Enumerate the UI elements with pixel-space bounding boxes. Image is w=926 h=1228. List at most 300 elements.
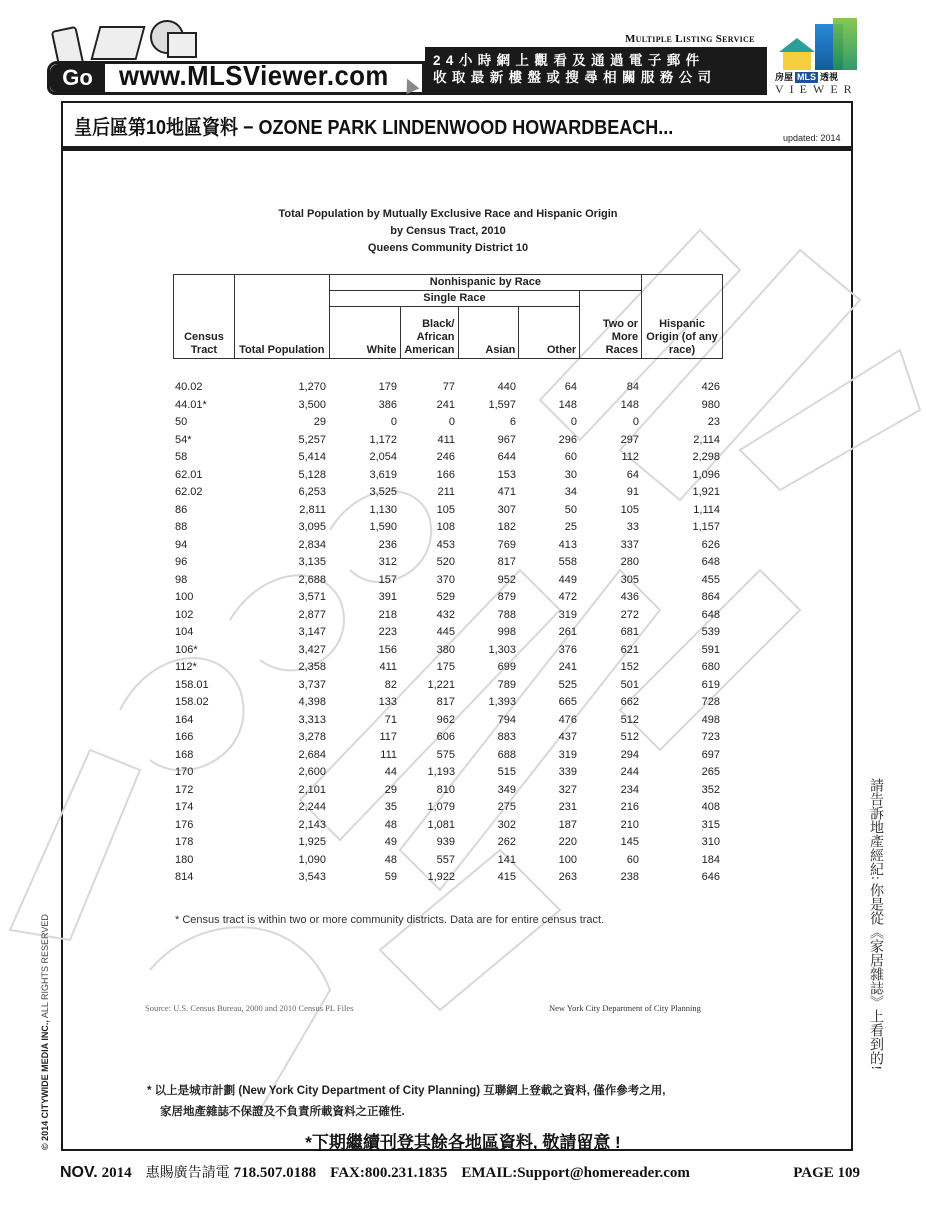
- cell-two-or-more: 436: [620, 591, 639, 603]
- building-icon-2: [833, 18, 857, 70]
- cell-asian: 794: [497, 713, 516, 726]
- cell-black: 939: [436, 836, 455, 848]
- cell-census-tract: 174: [175, 801, 194, 813]
- vertical-tagline: 請告訴地產經紀: 你是從《家居雜誌》上看到的!: [868, 778, 883, 1071]
- cell-total: 3,737: [298, 678, 326, 691]
- cell-white: 157: [378, 573, 397, 586]
- cell-asian: 153: [497, 468, 516, 481]
- cell-total: 1,925: [298, 836, 326, 848]
- cell-census-tract: 98: [175, 573, 188, 586]
- cell-total: 2,358: [298, 661, 326, 673]
- cell-census-tract: 164: [175, 713, 194, 726]
- cell-asian: 471: [497, 486, 516, 498]
- cell-census-tract: 176: [175, 818, 194, 831]
- cell-asian: 307: [497, 503, 516, 516]
- cell-other: 476: [558, 713, 577, 726]
- cell-hispanic: 315: [701, 818, 720, 831]
- cell-black: 411: [437, 433, 455, 446]
- cell-total: 6,253: [298, 486, 326, 498]
- cell-black: 0: [448, 416, 455, 428]
- cell-hispanic: 352: [701, 783, 720, 796]
- footer-fax: FAX:800.231.1835: [330, 1165, 448, 1181]
- header-total-population: Total Population: [234, 275, 329, 359]
- cell-other: 261: [558, 626, 577, 638]
- go-label: Go: [50, 64, 105, 92]
- cell-black: 166: [436, 468, 455, 481]
- cell-asian: 879: [497, 591, 516, 603]
- cell-total: 2,143: [298, 818, 326, 831]
- cell-asian: 699: [497, 661, 516, 673]
- table-row: [173, 589, 723, 607]
- header-single-race: Single Race: [329, 291, 580, 307]
- disclaimer-line-2: 家居地產雜誌不保證及不負責所載資料之正確性.: [160, 1106, 405, 1118]
- cell-two-or-more: 210: [620, 818, 639, 831]
- cell-total: 3,500: [298, 398, 326, 411]
- cell-census-tract: 50: [175, 416, 188, 428]
- cell-two-or-more: 0: [632, 416, 639, 428]
- report-title-line-1: Total Population by Mutually Exclusive Race and Hispanic Origin: [278, 208, 618, 220]
- disclaimer-line-1: * 以上是城市計劃 (New York City Department of City Planning) 互聯網上登載之資料, 僅作參考之用,: [147, 1085, 666, 1097]
- cell-hispanic: 310: [701, 836, 720, 848]
- cell-asian: 788: [497, 608, 516, 621]
- cell-two-or-more: 238: [620, 871, 639, 883]
- cell-black: 557: [436, 853, 455, 866]
- cell-white: 59: [384, 871, 397, 883]
- cell-white: 0: [390, 416, 397, 428]
- cell-census-tract: 86: [175, 503, 188, 516]
- cell-other: 437: [558, 731, 577, 743]
- cell-census-tract: 106*: [175, 643, 198, 656]
- mls-viewer-logo: [775, 18, 863, 96]
- cell-other: 327: [558, 783, 577, 796]
- cell-black: 432: [436, 608, 455, 621]
- cell-other: 472: [558, 591, 577, 603]
- table-row: [173, 677, 723, 695]
- cell-hispanic: 646: [701, 871, 720, 883]
- cell-asian: 688: [497, 748, 516, 761]
- cell-census-tract: 54*: [175, 433, 192, 446]
- cell-census-tract: 814: [175, 871, 194, 883]
- table-row: [173, 729, 723, 747]
- cell-white: 48: [384, 853, 397, 866]
- cell-black: 380: [436, 643, 455, 656]
- cell-hispanic: 723: [701, 731, 720, 743]
- header-asian: Asian: [458, 307, 519, 359]
- cell-other: 187: [558, 818, 577, 831]
- cell-total: 2,688: [298, 573, 326, 586]
- cell-other: 64: [564, 381, 577, 393]
- cell-two-or-more: 662: [620, 696, 639, 708]
- cell-black: 77: [442, 381, 455, 393]
- table-row: [173, 852, 723, 870]
- cell-black: 370: [436, 573, 455, 586]
- next-issue-notice: *下期繼續刊登其餘各地區資料, 敬請留意 !: [305, 1133, 621, 1152]
- cell-asian: 302: [497, 818, 516, 831]
- laptop-icon: [90, 26, 145, 60]
- cell-census-tract: 166: [175, 731, 194, 743]
- cell-hispanic: 1,157: [692, 521, 720, 533]
- footnote: * Census tract is within two or more community districts. Data are for entire census tract.: [175, 914, 605, 926]
- cell-other: 339: [558, 766, 577, 778]
- cell-white: 117: [379, 731, 397, 743]
- table-row: [173, 642, 723, 660]
- table-row: [173, 502, 723, 520]
- cell-black: 520: [436, 556, 455, 568]
- cell-total: 5,128: [298, 468, 326, 481]
- cell-hispanic: 408: [701, 801, 720, 813]
- cell-two-or-more: 297: [620, 433, 639, 446]
- title-divider: [61, 146, 853, 151]
- cell-other: 319: [558, 608, 577, 621]
- header-hispanic: Hispanic Origin (of any race): [642, 275, 723, 359]
- header-census-tract: Census Tract: [174, 275, 235, 359]
- table-row: [173, 449, 723, 467]
- mls-service-label: Multiple Listing Service: [625, 33, 755, 45]
- cell-white: 71: [384, 713, 397, 726]
- cell-two-or-more: 621: [620, 643, 639, 656]
- cell-asian: 141: [497, 853, 516, 866]
- cell-hispanic: 864: [701, 591, 720, 603]
- cell-asian: 883: [497, 731, 516, 743]
- devices-illustration: [55, 18, 215, 62]
- cell-total: 2,600: [298, 766, 326, 778]
- cell-total: 2,811: [299, 503, 326, 516]
- cell-asian: 998: [497, 626, 516, 638]
- cell-white: 236: [378, 538, 397, 551]
- cell-census-tract: 104: [175, 626, 194, 638]
- cell-white: 386: [378, 398, 397, 411]
- cell-other: 296: [558, 433, 577, 446]
- cell-asian: 1,393: [488, 696, 516, 708]
- cell-white: 48: [384, 818, 397, 831]
- table-row: [173, 379, 723, 397]
- cell-hispanic: 619: [701, 678, 720, 691]
- cell-census-tract: 102: [175, 608, 194, 621]
- cell-asian: 262: [497, 836, 516, 848]
- table-row: [173, 519, 723, 537]
- footer-email[interactable]: EMAIL:Support@homereader.com: [461, 1165, 690, 1181]
- cell-hispanic: 680: [701, 661, 720, 673]
- cell-asian: 952: [497, 573, 516, 586]
- cell-white: 35: [384, 801, 397, 813]
- cell-total: 5,414: [298, 451, 326, 463]
- cell-other: 34: [564, 486, 577, 498]
- cell-total: 5,257: [298, 433, 326, 446]
- cell-census-tract: 158.02: [175, 696, 209, 708]
- promo-box: [425, 47, 767, 95]
- cell-asian: 817: [497, 556, 516, 568]
- cell-other: 558: [558, 556, 577, 568]
- cell-white: 391: [378, 591, 397, 603]
- cell-other: 413: [558, 538, 577, 551]
- cell-white: 2,054: [369, 451, 397, 463]
- cell-asian: 1,597: [488, 398, 516, 411]
- cell-other: 30: [564, 468, 577, 481]
- header-white: White: [329, 307, 400, 359]
- logo-mid: MLS: [797, 72, 817, 82]
- house-icon: [779, 38, 815, 52]
- cell-two-or-more: 84: [626, 381, 639, 393]
- cell-total: 3,095: [298, 521, 326, 533]
- cell-hispanic: 184: [701, 853, 720, 866]
- cell-black: 1,922: [427, 871, 455, 883]
- table-row: [173, 537, 723, 555]
- page-footer: [60, 1162, 860, 1182]
- copyright-rest: ALL RIGHTS RESERVED: [40, 914, 50, 1021]
- cell-other: 449: [558, 573, 577, 586]
- cell-total: 2,101: [298, 783, 326, 796]
- tablet-icon: [167, 32, 197, 58]
- cell-other: 665: [558, 696, 577, 708]
- cell-two-or-more: 337: [620, 538, 639, 551]
- cell-other: 220: [558, 836, 577, 848]
- cell-white: 111: [380, 748, 397, 761]
- cell-asian: 789: [497, 678, 516, 691]
- cell-other: 0: [570, 416, 577, 428]
- cell-white: 156: [378, 643, 397, 656]
- header-black: Black/ African American: [400, 307, 458, 359]
- house-body: [783, 52, 811, 70]
- cell-black: 1,221: [427, 678, 455, 691]
- table-row: [173, 869, 723, 887]
- cell-asian: 440: [497, 381, 516, 393]
- cell-black: 211: [437, 486, 455, 498]
- cell-hispanic: 1,921: [692, 486, 720, 498]
- cell-white: 312: [378, 556, 397, 568]
- cell-black: 246: [436, 451, 455, 463]
- table-row: [173, 397, 723, 415]
- site-url-link[interactable]: www.MLSViewer.com: [119, 60, 389, 91]
- cell-total: 3,135: [298, 556, 326, 568]
- cell-white: 29: [384, 783, 397, 796]
- footer-phone: 718.507.0188: [233, 1165, 317, 1181]
- cell-hispanic: 498: [701, 713, 720, 726]
- cell-black: 529: [436, 591, 455, 603]
- cell-two-or-more: 91: [626, 486, 639, 498]
- cell-asian: 515: [497, 766, 516, 778]
- cell-census-tract: 178: [175, 836, 194, 848]
- cell-hispanic: 648: [701, 608, 720, 621]
- cell-two-or-more: 244: [620, 766, 639, 778]
- cell-white: 1,590: [369, 521, 397, 533]
- cell-census-tract: 40.02: [175, 381, 203, 393]
- header-other: Other: [519, 307, 580, 359]
- cell-asian: 1,303: [488, 643, 516, 656]
- cell-white: 218: [378, 608, 397, 621]
- cell-two-or-more: 145: [620, 836, 639, 848]
- cell-asian: 182: [497, 521, 516, 533]
- cell-other: 525: [558, 678, 577, 691]
- footer-ad-label: 惠賜廣告請電: [145, 1164, 230, 1180]
- cell-two-or-more: 105: [620, 503, 639, 516]
- table-row: [173, 799, 723, 817]
- cell-asian: 644: [497, 451, 516, 463]
- cell-total: 3,427: [298, 643, 326, 656]
- cell-two-or-more: 234: [620, 783, 639, 796]
- cell-other: 263: [558, 871, 577, 883]
- cell-white: 223: [378, 626, 397, 638]
- cell-hispanic: 2,298: [692, 451, 720, 463]
- cell-other: 231: [558, 801, 577, 813]
- table-row: [173, 747, 723, 765]
- cell-asian: 769: [497, 538, 516, 551]
- cell-census-tract: 170: [175, 766, 194, 778]
- cell-two-or-more: 294: [620, 748, 639, 761]
- footer-year: 2014: [101, 1165, 132, 1181]
- cell-hispanic: 455: [701, 573, 720, 586]
- footer-page-number: PAGE 109: [793, 1165, 860, 1181]
- cell-asian: 349: [497, 783, 516, 796]
- cell-census-tract: 112*: [175, 661, 197, 673]
- agency-note: New York City Department of City Planning: [549, 1003, 701, 1013]
- cell-hispanic: 2,114: [693, 433, 720, 446]
- cell-black: 445: [436, 626, 455, 638]
- cell-two-or-more: 681: [620, 626, 639, 638]
- cell-white: 1,172: [369, 433, 397, 446]
- cell-two-or-more: 64: [626, 468, 639, 481]
- cell-two-or-more: 280: [620, 556, 639, 568]
- cell-census-tract: 58: [175, 451, 188, 463]
- table-row: [173, 607, 723, 625]
- cell-hispanic: 591: [701, 643, 720, 656]
- table-row: [173, 817, 723, 835]
- cell-census-tract: 88: [175, 521, 188, 533]
- table-row: [173, 572, 723, 590]
- updated-label: updated: 2014: [783, 133, 841, 143]
- table-row: [173, 414, 723, 432]
- cell-white: 133: [378, 696, 397, 708]
- cell-asian: 415: [497, 871, 516, 883]
- cell-other: 376: [558, 643, 577, 656]
- cell-two-or-more: 305: [620, 573, 639, 586]
- logo-right: 透視: [820, 72, 839, 82]
- cell-two-or-more: 148: [620, 398, 639, 411]
- table-row: [173, 467, 723, 485]
- cell-white: 3,525: [369, 486, 397, 498]
- cell-hispanic: 265: [701, 766, 720, 778]
- cell-asian: 6: [509, 416, 516, 428]
- logo-left: 房屋: [775, 72, 794, 82]
- promo-line-2: 收取最新樓盤或搜尋相關服務公司: [433, 70, 717, 85]
- copyright-bold: © 2014 CITYWIDE MEDIA INC.,: [40, 1020, 50, 1150]
- cell-two-or-more: 216: [620, 801, 639, 813]
- cell-two-or-more: 512: [620, 731, 639, 743]
- table-row: [173, 554, 723, 572]
- cell-total: 2,877: [298, 608, 326, 621]
- cell-census-tract: 100: [175, 591, 194, 603]
- cell-total: 3,543: [298, 871, 326, 883]
- table-row: [173, 834, 723, 852]
- cell-census-tract: 158.01: [175, 678, 209, 691]
- table-row: [173, 432, 723, 450]
- table-row: [173, 764, 723, 782]
- cell-hispanic: 1,096: [692, 468, 720, 481]
- cell-census-tract: 44.01*: [175, 398, 207, 411]
- cell-total: 3,147: [298, 626, 326, 638]
- cell-other: 25: [564, 521, 577, 533]
- cell-census-tract: 172: [175, 783, 194, 796]
- cell-other: 241: [558, 661, 577, 673]
- cell-census-tract: 62.02: [175, 486, 203, 498]
- cell-total: 1,270: [298, 381, 326, 393]
- cell-black: 175: [436, 661, 455, 673]
- cell-other: 100: [558, 853, 577, 866]
- cell-total: 3,278: [298, 731, 326, 743]
- cell-other: 50: [564, 503, 577, 516]
- cell-black: 453: [436, 538, 455, 551]
- census-table-header: [173, 274, 723, 359]
- table-row: [173, 694, 723, 712]
- cell-white: 411: [379, 661, 397, 673]
- cell-hispanic: 697: [701, 748, 720, 761]
- cell-census-tract: 94: [175, 538, 188, 551]
- table-row: [173, 712, 723, 730]
- cell-total: 2,244: [298, 801, 326, 813]
- cell-black: 606: [436, 731, 455, 743]
- cell-white: 1,130: [369, 503, 397, 516]
- cell-white: 179: [378, 381, 397, 393]
- cell-hispanic: 648: [701, 556, 720, 568]
- census-table-body: [173, 379, 723, 887]
- table-row: [173, 484, 723, 502]
- cell-total: 1,090: [298, 853, 326, 866]
- cell-black: 105: [436, 503, 455, 516]
- cell-white: 49: [384, 836, 397, 848]
- cell-black: 241: [436, 398, 455, 411]
- cell-hispanic: 980: [701, 398, 720, 411]
- cell-hispanic: 539: [701, 626, 720, 638]
- cell-two-or-more: 272: [620, 608, 639, 621]
- cell-black: 810: [436, 783, 455, 796]
- cell-census-tract: 96: [175, 556, 188, 568]
- report-title-line-3: Queens Community District 10: [367, 242, 529, 254]
- cell-total: 3,313: [298, 713, 326, 726]
- cell-total: 3,571: [298, 591, 326, 603]
- cell-other: 319: [558, 748, 577, 761]
- cell-two-or-more: 501: [620, 678, 639, 691]
- cell-census-tract: 62.01: [175, 468, 203, 481]
- cell-two-or-more: 512: [620, 713, 639, 726]
- cell-total: 29: [313, 416, 326, 428]
- cell-total: 2,684: [298, 748, 326, 761]
- cell-two-or-more: 112: [621, 451, 639, 463]
- table-row: [173, 782, 723, 800]
- cell-two-or-more: 33: [626, 521, 639, 533]
- header-two-or-more: Two or More Races: [580, 291, 642, 359]
- report-title-line-2: by Census Tract, 2010: [390, 225, 506, 237]
- cell-two-or-more: 152: [620, 661, 639, 673]
- cell-black: 1,193: [427, 766, 455, 778]
- cell-black: 575: [436, 748, 455, 761]
- masthead: [47, 18, 862, 96]
- cell-asian: 275: [497, 801, 516, 813]
- source-note: Source: U.S. Census Bureau, 2000 and 2010 Census PL Files: [145, 1003, 354, 1013]
- cell-asian: 967: [497, 433, 516, 446]
- footer-month: NOV.: [60, 1164, 98, 1181]
- cell-white: 44: [384, 766, 397, 778]
- cell-hispanic: 626: [701, 538, 720, 551]
- table-row: [173, 624, 723, 642]
- table-row: [173, 659, 723, 677]
- cell-other: 148: [558, 398, 577, 411]
- copyright-notice: [40, 914, 50, 1150]
- header-nonhispanic: Nonhispanic by Race: [329, 275, 641, 291]
- cell-hispanic: 728: [701, 696, 720, 708]
- cell-black: 817: [436, 696, 455, 708]
- cell-black: 1,079: [427, 801, 455, 813]
- cell-hispanic: 426: [701, 381, 720, 393]
- cell-census-tract: 180: [175, 853, 194, 866]
